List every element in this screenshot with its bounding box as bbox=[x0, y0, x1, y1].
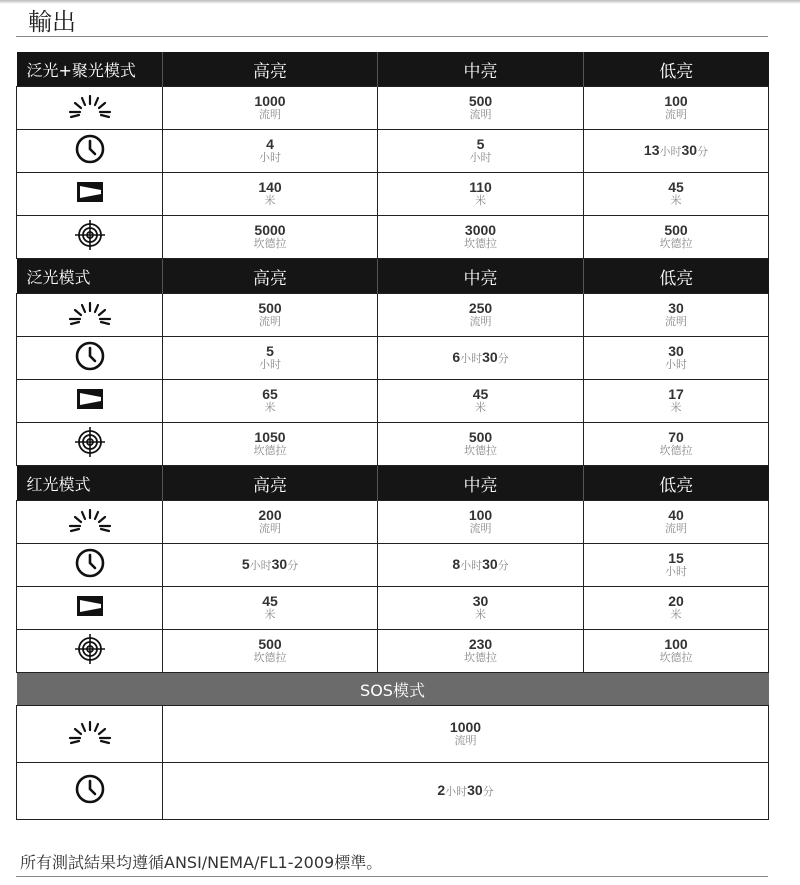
clock-icon bbox=[74, 773, 106, 810]
runtime-mid-value: 5 小时 bbox=[469, 136, 492, 164]
mode-name: 红光模式 bbox=[17, 466, 163, 501]
column-mid: 中亮 bbox=[378, 52, 584, 87]
brightness-high-value: 500 流明 bbox=[258, 300, 282, 328]
mode-header-row bbox=[17, 466, 769, 501]
runtime-high-value: 5小时30分 bbox=[241, 556, 299, 572]
table-row bbox=[17, 763, 769, 820]
table-row bbox=[17, 216, 769, 259]
column-high: 高亮 bbox=[163, 259, 378, 294]
beam-distance-low-value: 17 米 bbox=[668, 386, 684, 414]
clock-icon bbox=[74, 133, 106, 170]
column-low: 低亮 bbox=[584, 52, 769, 87]
target-icon bbox=[74, 426, 106, 463]
brightness-icon bbox=[67, 300, 113, 331]
table-row bbox=[17, 87, 769, 130]
intensity-low-value: 100 坎德拉 bbox=[659, 636, 693, 664]
brightness-low-value: 40 流明 bbox=[665, 507, 687, 535]
table-row bbox=[17, 630, 769, 673]
brightness-mid-value: 250 流明 bbox=[468, 300, 493, 328]
mode-header-row bbox=[17, 52, 769, 87]
beam-distance-high-value: 65 米 bbox=[262, 386, 278, 414]
beam-distance-high-value: 45 米 bbox=[262, 593, 278, 621]
runtime-high-value: 5 小时 bbox=[259, 343, 281, 371]
table-row bbox=[17, 501, 769, 544]
intensity-mid-value: 500 坎德拉 bbox=[464, 429, 497, 457]
target-icon bbox=[74, 633, 106, 670]
runtime-low-value: 15 小时 bbox=[665, 550, 687, 578]
intensity-high-value: 1050 坎德拉 bbox=[253, 429, 287, 457]
column-low: 低亮 bbox=[584, 259, 769, 294]
table-row bbox=[17, 130, 769, 173]
sos-mode-name: SOS模式 bbox=[17, 673, 769, 706]
column-mid: 中亮 bbox=[378, 259, 584, 294]
table-row bbox=[17, 587, 769, 630]
brightness-icon bbox=[67, 93, 113, 124]
column-high: 高亮 bbox=[163, 466, 378, 501]
brightness-icon bbox=[67, 507, 113, 538]
runtime-mid-value: 8小时30分 bbox=[452, 556, 509, 572]
table-row bbox=[17, 544, 769, 587]
beam-distance-mid-value: 110 米 bbox=[469, 179, 492, 207]
intensity-low-value: 70 坎德拉 bbox=[659, 429, 693, 457]
sos-runtime-value: 2小时30分 bbox=[437, 782, 494, 798]
runtime-low-value: 30 小时 bbox=[665, 343, 687, 371]
column-low: 低亮 bbox=[584, 466, 769, 501]
table-row bbox=[17, 337, 769, 380]
intensity-mid-value: 230 坎德拉 bbox=[464, 636, 497, 664]
brightness-high-value: 200 流明 bbox=[258, 507, 282, 535]
intensity-mid-value: 3000 坎德拉 bbox=[464, 222, 497, 250]
table-row bbox=[17, 706, 769, 763]
brightness-high-value: 1000 流明 bbox=[254, 93, 286, 121]
brightness-mid-value: 100 流明 bbox=[468, 507, 493, 535]
intensity-high-value: 500 坎德拉 bbox=[253, 636, 287, 664]
target-icon bbox=[74, 219, 106, 256]
beam-distance-mid-value: 45 米 bbox=[472, 386, 489, 414]
brightness-low-value: 100 流明 bbox=[664, 93, 688, 121]
beam-distance-high-value: 140 米 bbox=[258, 179, 282, 207]
footer-note: 所有測試結果均遵循ANSI/NEMA/FL1-2009標準。 bbox=[20, 853, 383, 872]
mode-name: 泛光模式 bbox=[17, 259, 163, 294]
output-table bbox=[16, 52, 769, 820]
sos-header-row bbox=[17, 673, 769, 706]
page-title: 輸出 bbox=[28, 8, 76, 36]
title-divider bbox=[16, 36, 768, 37]
runtime-low-value: 13小时30分 bbox=[643, 142, 709, 158]
runtime-high-value: 4 小时 bbox=[259, 136, 281, 164]
top-shadow bbox=[0, 0, 800, 4]
mode-name: 泛光+聚光模式 bbox=[17, 52, 163, 87]
beam-distance-icon bbox=[76, 595, 104, 622]
brightness-mid-value: 500 流明 bbox=[468, 93, 493, 121]
beam-distance-mid-value: 30 米 bbox=[472, 593, 489, 621]
table-row bbox=[17, 423, 769, 466]
beam-distance-icon bbox=[76, 388, 104, 415]
sos-brightness-value: 1000 流明 bbox=[449, 719, 482, 747]
clock-icon bbox=[74, 340, 106, 377]
beam-distance-low-value: 20 米 bbox=[668, 593, 684, 621]
intensity-low-value: 500 坎德拉 bbox=[659, 222, 693, 250]
mode-header-row bbox=[17, 259, 769, 294]
beam-distance-icon bbox=[76, 181, 104, 208]
brightness-low-value: 30 流明 bbox=[665, 300, 687, 328]
table-row bbox=[17, 173, 769, 216]
footer-divider bbox=[16, 876, 768, 877]
runtime-mid-value: 6小时30分 bbox=[452, 349, 509, 365]
table-row bbox=[17, 294, 769, 337]
column-high: 高亮 bbox=[163, 52, 378, 87]
brightness-icon bbox=[67, 719, 113, 750]
column-mid: 中亮 bbox=[378, 466, 584, 501]
intensity-high-value: 5000 坎德拉 bbox=[253, 222, 287, 250]
beam-distance-low-value: 45 米 bbox=[668, 179, 684, 207]
table-row bbox=[17, 380, 769, 423]
clock-icon bbox=[74, 547, 106, 584]
